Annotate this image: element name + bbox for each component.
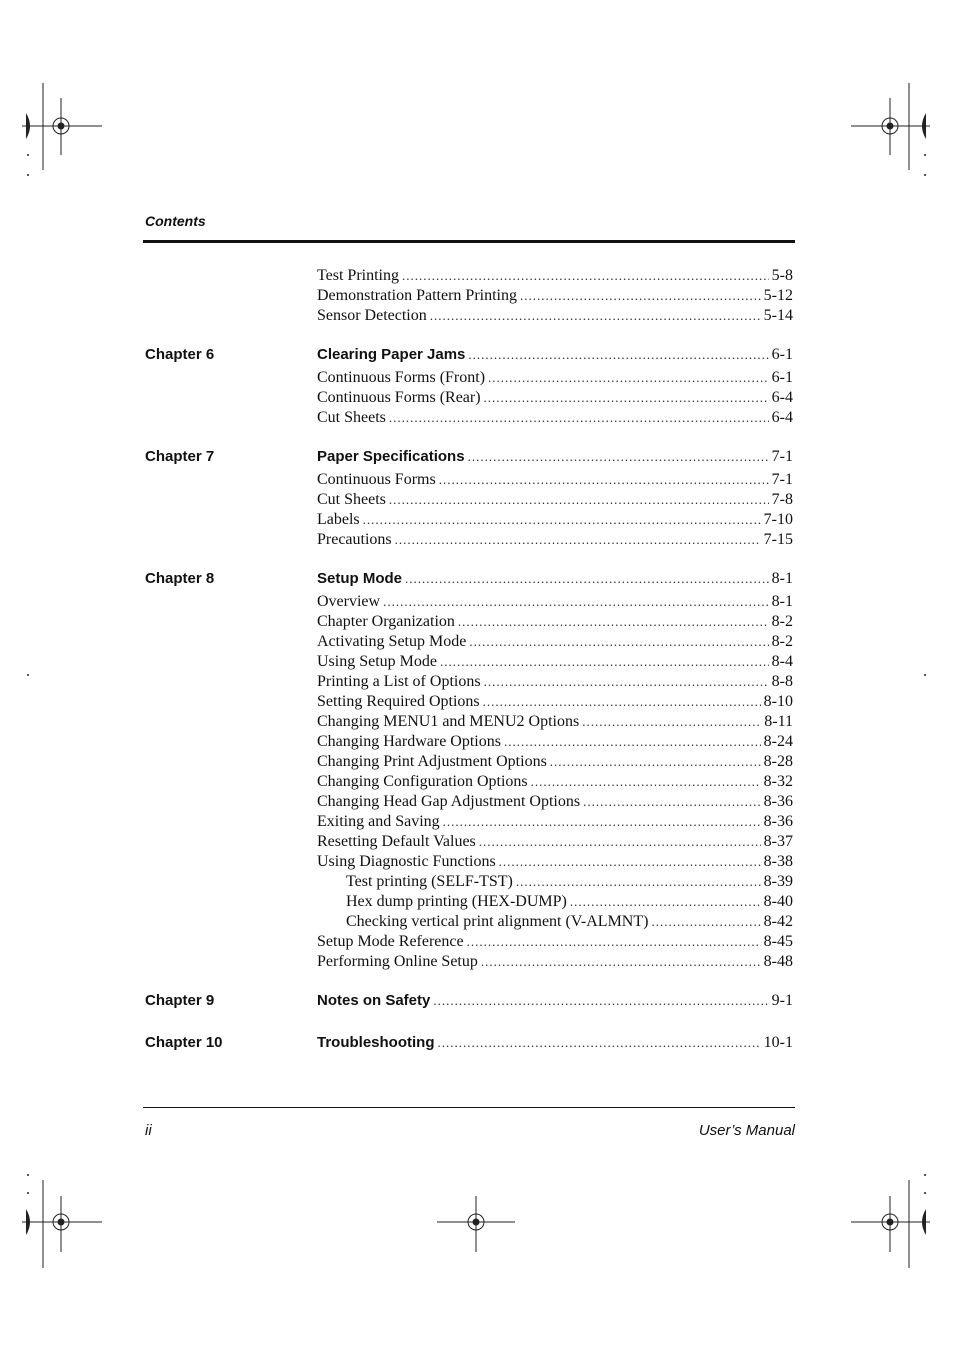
toc-entry-page: 8-39 (763, 873, 793, 890)
toc-chapter-heading[interactable] (317, 569, 793, 589)
dot-leader (363, 510, 761, 530)
toc-entry[interactable] (317, 490, 793, 510)
toc-entry-title: Labels (317, 511, 360, 528)
toc-entry-page: 8-4 (771, 653, 793, 670)
chapter-label: Chapter 9 (145, 992, 215, 1009)
toc-entry-title: Continuous Forms (317, 471, 436, 488)
toc-entry-page: 8-48 (763, 953, 793, 970)
toc-entry-title: Cut Sheets (317, 409, 386, 426)
toc-entry[interactable] (317, 692, 793, 712)
toc-entry-page: 8-2 (771, 633, 793, 650)
dot-leader (531, 772, 761, 792)
dot-leader (483, 692, 761, 712)
toc-entry-page: 8-1 (771, 593, 793, 610)
toc-entry-page: 9-1 (771, 992, 793, 1009)
dot-leader (484, 672, 769, 692)
toc-entry-title: Test printing (SELF-TST) (346, 873, 513, 890)
toc-entry[interactable] (317, 952, 793, 972)
toc-entry-title: Performing Online Setup (317, 953, 478, 970)
dot-leader (583, 792, 761, 812)
dot-leader (439, 470, 769, 490)
toc-entry-page: 8-37 (763, 833, 793, 850)
toc-entry-title: Changing Head Gap Adjustment Options (317, 793, 581, 810)
toc-entry-title: Troubleshooting (317, 1034, 435, 1051)
toc-entry-page: 8-36 (763, 793, 793, 810)
toc-entry-title: Printing a List of Options (317, 673, 481, 690)
toc-entry-page: 6-4 (771, 389, 793, 406)
toc-chapter-heading[interactable] (317, 447, 793, 467)
dot-leader (440, 652, 769, 672)
toc-entry-title: Chapter Organization (317, 613, 455, 630)
toc-entry[interactable] (317, 672, 793, 692)
dot-leader (443, 812, 761, 832)
toc-entry[interactable] (317, 652, 793, 672)
toc-chapter-heading[interactable] (317, 991, 793, 1011)
toc-chapter-heading[interactable] (317, 1033, 793, 1053)
dot-leader (405, 569, 769, 589)
toc-entry-title: Precautions (317, 531, 392, 548)
dot-leader (520, 286, 761, 306)
toc-entry[interactable] (317, 812, 793, 832)
toc-entry-title: Setup Mode Reference (317, 933, 464, 950)
dot-leader (438, 1033, 761, 1053)
toc-entry-page: 7-8 (771, 491, 793, 508)
toc-entry-page: 8-28 (763, 753, 793, 770)
toc-entry[interactable] (317, 286, 793, 306)
toc-entry[interactable] (317, 612, 793, 632)
header-rule (143, 240, 795, 243)
toc-entry[interactable] (346, 872, 793, 892)
toc-entry[interactable] (317, 388, 793, 408)
toc-entry-page: 6-1 (771, 346, 793, 363)
toc-entry[interactable] (317, 510, 793, 530)
dot-leader (383, 592, 769, 612)
dot-leader (389, 490, 769, 510)
dot-leader (651, 912, 760, 932)
toc-entry-title: Changing Configuration Options (317, 773, 528, 790)
toc-entry-page: 5-12 (763, 287, 793, 304)
dot-leader (484, 388, 769, 408)
toc-entry-title: Using Setup Mode (317, 653, 437, 670)
toc-entry-page: 6-1 (771, 369, 793, 386)
dot-leader (458, 612, 769, 632)
dot-leader (395, 530, 761, 550)
toc-entry[interactable] (317, 732, 793, 752)
dot-leader (504, 732, 761, 752)
toc-entry-title: Activating Setup Mode (317, 633, 467, 650)
toc-entry-title: Resetting Default Values (317, 833, 476, 850)
toc-entry[interactable] (317, 530, 793, 550)
dot-leader (402, 266, 769, 286)
toc-entry-title: Sensor Detection (317, 307, 427, 324)
toc-entry-title: Hex dump printing (HEX-DUMP) (346, 893, 567, 910)
toc-entry[interactable] (317, 470, 793, 490)
toc-entry-title: Cut Sheets (317, 491, 386, 508)
toc-chapter-heading[interactable] (317, 345, 793, 365)
toc-entry-page: 8-40 (763, 893, 793, 910)
toc-entry-page: 8-24 (763, 733, 793, 750)
toc-entry-page: 8-11 (764, 713, 793, 730)
toc-entry-title: Changing MENU1 and MENU2 Options (317, 713, 580, 730)
dot-leader (570, 892, 761, 912)
dot-leader (582, 712, 761, 732)
page-number: ii (145, 1122, 152, 1139)
dot-leader (479, 832, 761, 852)
toc-entry[interactable] (346, 912, 793, 932)
footer-rule (143, 1107, 795, 1108)
toc-entry-title: Setup Mode (317, 570, 402, 587)
toc-entry[interactable] (317, 266, 793, 286)
chapter-label: Chapter 8 (145, 570, 215, 587)
toc-entry[interactable] (346, 892, 793, 912)
toc-entry-title: Changing Print Adjustment Options (317, 753, 547, 770)
toc-entry[interactable] (317, 592, 793, 612)
dot-leader (550, 752, 761, 772)
chapter-label: Chapter 6 (145, 346, 215, 363)
toc-entry-page: 8-36 (763, 813, 793, 830)
manual-title: User’s Manual (698, 1122, 795, 1139)
toc-entry-title: Exiting and Saving (317, 813, 440, 830)
toc-entry-page: 6-4 (771, 409, 793, 426)
toc-entry-page: 8-45 (763, 933, 793, 950)
dot-leader (430, 306, 761, 326)
toc-entry-page: 7-10 (763, 511, 793, 528)
toc-entry-title: Changing Hardware Options (317, 733, 501, 750)
toc-entry-page: 5-8 (771, 267, 793, 284)
toc-entry-title: Demonstration Pattern Printing (317, 287, 517, 304)
toc-entry-page: 8-1 (771, 570, 793, 587)
toc-entry-title: Paper Specifications (317, 448, 465, 465)
toc-entry-page: 8-32 (763, 773, 793, 790)
toc-entry[interactable] (317, 632, 793, 652)
toc-entry-title: Setting Required Options (317, 693, 480, 710)
toc-entry-page: 7-1 (771, 448, 793, 465)
dot-leader (389, 408, 769, 428)
toc-entry[interactable] (317, 852, 793, 872)
toc-entry-page: 5-14 (763, 307, 793, 324)
toc-entry-page: 8-2 (771, 613, 793, 630)
dot-leader (469, 632, 768, 652)
toc-entry-title: Overview (317, 593, 381, 610)
toc-entry-title: Test Printing (317, 267, 399, 284)
dot-leader (468, 345, 768, 365)
toc-entry-page: 8-8 (771, 673, 793, 690)
dot-leader (499, 852, 761, 872)
dot-leader (488, 368, 769, 388)
toc-entry[interactable] (317, 408, 793, 428)
toc-entry[interactable] (317, 306, 793, 326)
dot-leader (467, 932, 761, 952)
dot-leader (468, 447, 769, 467)
chapter-label: Chapter 10 (145, 1034, 223, 1051)
toc-entry-title: Continuous Forms (Front) (317, 369, 486, 386)
toc-entry[interactable] (317, 932, 793, 952)
dot-leader (516, 872, 761, 892)
toc-entry-title: Notes on Safety (317, 992, 431, 1009)
toc-entry-title: Continuous Forms (Rear) (317, 389, 481, 406)
toc-entry[interactable] (317, 752, 793, 772)
toc-entry[interactable] (317, 368, 793, 388)
toc-entry[interactable] (317, 792, 793, 812)
toc-entry-page: 8-42 (763, 913, 793, 930)
toc-entry-page: 7-15 (763, 531, 793, 548)
toc-entry-page: 8-38 (763, 853, 793, 870)
running-header: Contents (145, 213, 206, 229)
toc-entry[interactable] (317, 772, 793, 792)
toc-entry[interactable] (317, 712, 793, 732)
chapter-label: Chapter 7 (145, 448, 215, 465)
toc-entry-title: Using Diagnostic Functions (317, 853, 496, 870)
toc-entry-title: Checking vertical print alignment (V-ALMNT) (346, 913, 649, 930)
toc-entry-page: 8-10 (763, 693, 793, 710)
toc-entry[interactable] (317, 832, 793, 852)
toc-entry-page: 7-1 (771, 471, 793, 488)
toc-entry-page: 10-1 (763, 1034, 793, 1051)
dot-leader (481, 952, 761, 972)
toc-entry-title: Clearing Paper Jams (317, 346, 466, 363)
dot-leader (433, 991, 768, 1011)
